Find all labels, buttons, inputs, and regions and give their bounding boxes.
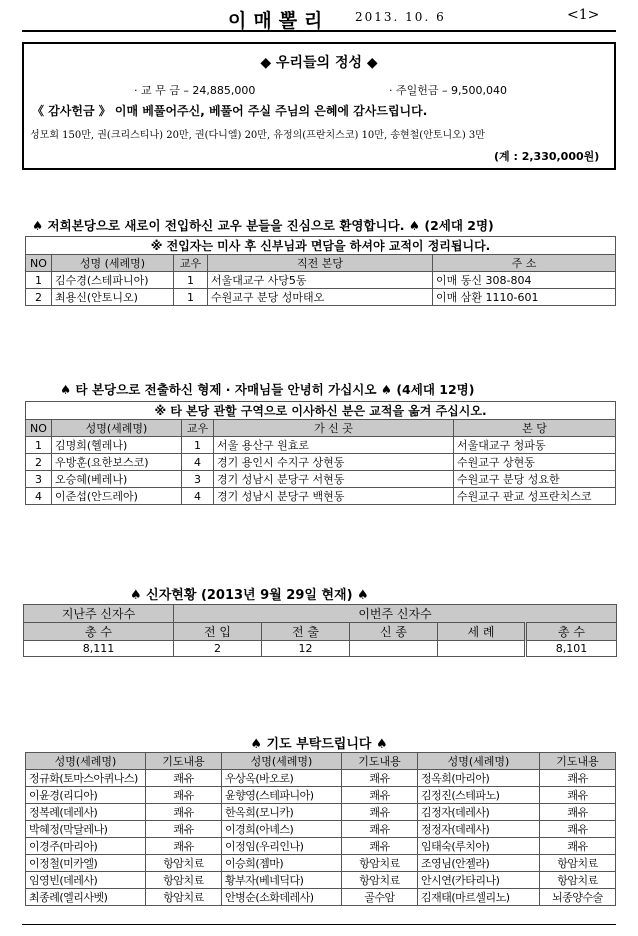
cell: 3 [26,471,52,488]
cell: 서울대교구 청파동 [454,437,616,454]
col-header: 성명 (세례명) [52,255,174,272]
col-header: 성명(세례명) [418,753,540,770]
page-number: <1> [567,7,600,23]
cell: 1 [26,437,52,454]
cell: 정정자(데레사) [418,821,540,838]
cell: 항암치료 [146,855,222,872]
thanks-detail: 성모회 150만, 권(크리스티나) 20만, 권(다니엘) 20만, 유정의(프란치스코) 10만, 송현철(안토니오) 3만 [30,130,485,141]
col-header: 교우 [182,420,214,437]
cell: 임태숙(루치아) [418,838,540,855]
cell: 4 [182,488,214,505]
cell: 뇌종양수술 [540,889,616,906]
cell: 김수경(스테파니아) [52,272,174,289]
cell: 쾌유 [342,838,418,855]
table-row [26,454,616,471]
out-label: 전 출 [262,623,350,641]
cell: 골수암 [342,889,418,906]
footer-rule [22,924,616,925]
cell: 이매 동신 308-804 [433,272,616,289]
cell: 임영빈(데레사) [26,872,146,889]
cell: 우방훈(요한보스코) [52,454,182,471]
cell: 1 [174,272,208,289]
cell: 2 [26,454,52,471]
table-row [26,855,616,872]
col-header: 성명(세례명) [222,753,342,770]
cell: 1 [182,437,214,454]
table-row [26,770,616,787]
cell: 1 [174,289,208,306]
table-row [26,889,616,906]
this-total-label: 총 수 [526,623,617,641]
col-header: 본 당 [454,420,616,437]
col-header: 기도내용 [540,753,616,770]
last-total-label: 총 수 [24,623,174,641]
transfer-out-table [25,401,616,505]
header-rule [22,30,616,32]
offering-title: ◆ 우리들의 정성 ◆ [260,55,378,71]
sunday-offering: · 주일헌금 – 9,500,040 [389,84,507,97]
cell: 정복례(데레사) [26,804,146,821]
cell: 쾌유 [146,838,222,855]
cell: 서울 용산구 원효로 [214,437,454,454]
baptism-value [438,641,526,657]
new-label: 신 종 [350,623,438,641]
cell: 항암치료 [146,872,222,889]
table-row [26,289,616,306]
cell: 항암치료 [146,889,222,906]
col-header: 가 신 곳 [214,420,454,437]
transfer-in-notice: ※ 전입자는 미사 후 신부님과 면담을 하셔야 교적이 정리됩니다. [26,237,616,255]
cell: 1 [26,272,52,289]
col-header: NO [26,255,52,272]
cell: 수원교구 분당 성마태오 [208,289,433,306]
transfer-in-title: ♠ 저희본당으로 새로이 전입하신 교우 분들을 진심으로 환영합니다. ♠ (2세대 2명) [32,218,494,233]
cell: 윤향영(스테파니아) [222,787,342,804]
offering-box [22,42,616,170]
cell: 경기 성남시 분당구 백현동 [214,488,454,505]
cell: 쾌유 [540,787,616,804]
bulletin-date: 2013. 10. 6 [355,10,446,24]
col-header: 주 소 [433,255,616,272]
table-row [26,488,616,505]
baptism-label: 세 례 [438,623,526,641]
new-value [350,641,438,657]
cell: 정규화(토마스아퀴나스) [26,770,146,787]
col-header: 직전 본당 [208,255,433,272]
transfer-out-notice: ※ 타 본당 관할 구역으로 이사하신 분은 교적을 옮겨 주십시오. [26,402,616,420]
cell: 항암치료 [342,872,418,889]
col-header: 성명(세례명) [52,420,182,437]
table-row [26,787,616,804]
cell: 2 [26,289,52,306]
cell: 쾌유 [540,821,616,838]
cell: 항암치료 [540,872,616,889]
prayer-title: ♠ 기도 부탁드립니다 ♠ [250,737,388,752]
cell: 최종례(엘리사벳) [26,889,146,906]
thanks-total: (계 : 2,330,000원) [494,150,600,163]
in-value: 2 [174,641,262,657]
prayer-table [25,752,616,906]
cell: 쾌유 [146,821,222,838]
cell: 쾌유 [342,821,418,838]
cell: 김재태(마르셀리노) [418,889,540,906]
cell: 쾌유 [146,787,222,804]
out-value: 12 [262,641,350,657]
cell: 김정자(데레사) [418,804,540,821]
in-label: 전 입 [174,623,262,641]
cell: 항암치료 [540,855,616,872]
cell: 우상옥(바오로) [222,770,342,787]
this-total-value: 8,101 [526,641,617,657]
table-row [26,437,616,454]
cell: 3 [182,471,214,488]
cell: 정옥희(마리아) [418,770,540,787]
bulletin-title: 이매뽈리 [228,10,330,32]
table-row [26,272,616,289]
transfer-in-table [25,236,616,306]
cell: 쾌유 [342,770,418,787]
cell: 이매 삼환 1110-601 [433,289,616,306]
cell: 조영님(안젤라) [418,855,540,872]
transfer-out-title: ♠ 타 본당으로 전출하신 형제 · 자매님들 안녕히 가십시오 ♠ (4세대 12명) [60,382,475,397]
table-row [26,872,616,889]
cell: 서울대교구 사당5동 [208,272,433,289]
cell: 4 [182,454,214,471]
cell: 4 [26,488,52,505]
cell: 쾌유 [342,804,418,821]
believers-table [23,604,617,657]
last-total-value: 8,111 [24,641,174,657]
cell: 이경주(마리아) [26,838,146,855]
believers-title: ♠ 신자현황 (2013년 9월 29일 현재) ♠ [130,588,369,603]
cell: 수원교구 분당 성요한 [454,471,616,488]
cell: 수원교구 판교 성프란치스코 [454,488,616,505]
col-header: 기도내용 [146,753,222,770]
cell: 경기 용인시 수지구 상현동 [214,454,454,471]
cell: 경기 성남시 분당구 서현동 [214,471,454,488]
thanks-heading: 《 감사헌금 》 이매 베풀어주신, 베풀어 주실 주님의 은혜에 감사드립니다. [32,104,428,118]
cell: 이윤경(리디아) [26,787,146,804]
cell: 이정철(미카엘) [26,855,146,872]
cell: 쾌유 [342,787,418,804]
col-header: NO [26,420,52,437]
table-row [26,821,616,838]
col-header: 기도내용 [342,753,418,770]
cell: 한옥희(모니카) [222,804,342,821]
cell: 안시연(카타리나) [418,872,540,889]
cell: 오승혜(베레나) [52,471,182,488]
this-week-header: 이번주 신자수 [174,605,617,623]
cell: 쾌유 [540,804,616,821]
cell: 최용신(안토니오) [52,289,174,306]
cell: 이승희(젬마) [222,855,342,872]
church-fee: · 교 무 금 – 24,885,000 [134,84,256,97]
cell: 수원교구 상현동 [454,454,616,471]
cell: 이경희(아녜스) [222,821,342,838]
table-row [26,471,616,488]
cell: 김명희(헬레나) [52,437,182,454]
cell: 김정진(스테파노) [418,787,540,804]
col-header: 성명(세례명) [26,753,146,770]
cell: 박혜정(막달레나) [26,821,146,838]
cell: 쾌유 [540,770,616,787]
cell: 안병순(소화데레사) [222,889,342,906]
last-week-header: 지난주 신자수 [24,605,174,623]
cell: 쾌유 [146,804,222,821]
table-row [26,804,616,821]
col-header: 교우 [174,255,208,272]
cell: 이정임(우리인나) [222,838,342,855]
cell: 이준섭(안드레아) [52,488,182,505]
cell: 황부자(베네딕다) [222,872,342,889]
cell: 쾌유 [146,770,222,787]
cell: 쾌유 [540,838,616,855]
table-row [26,838,616,855]
cell: 항암치료 [342,855,418,872]
